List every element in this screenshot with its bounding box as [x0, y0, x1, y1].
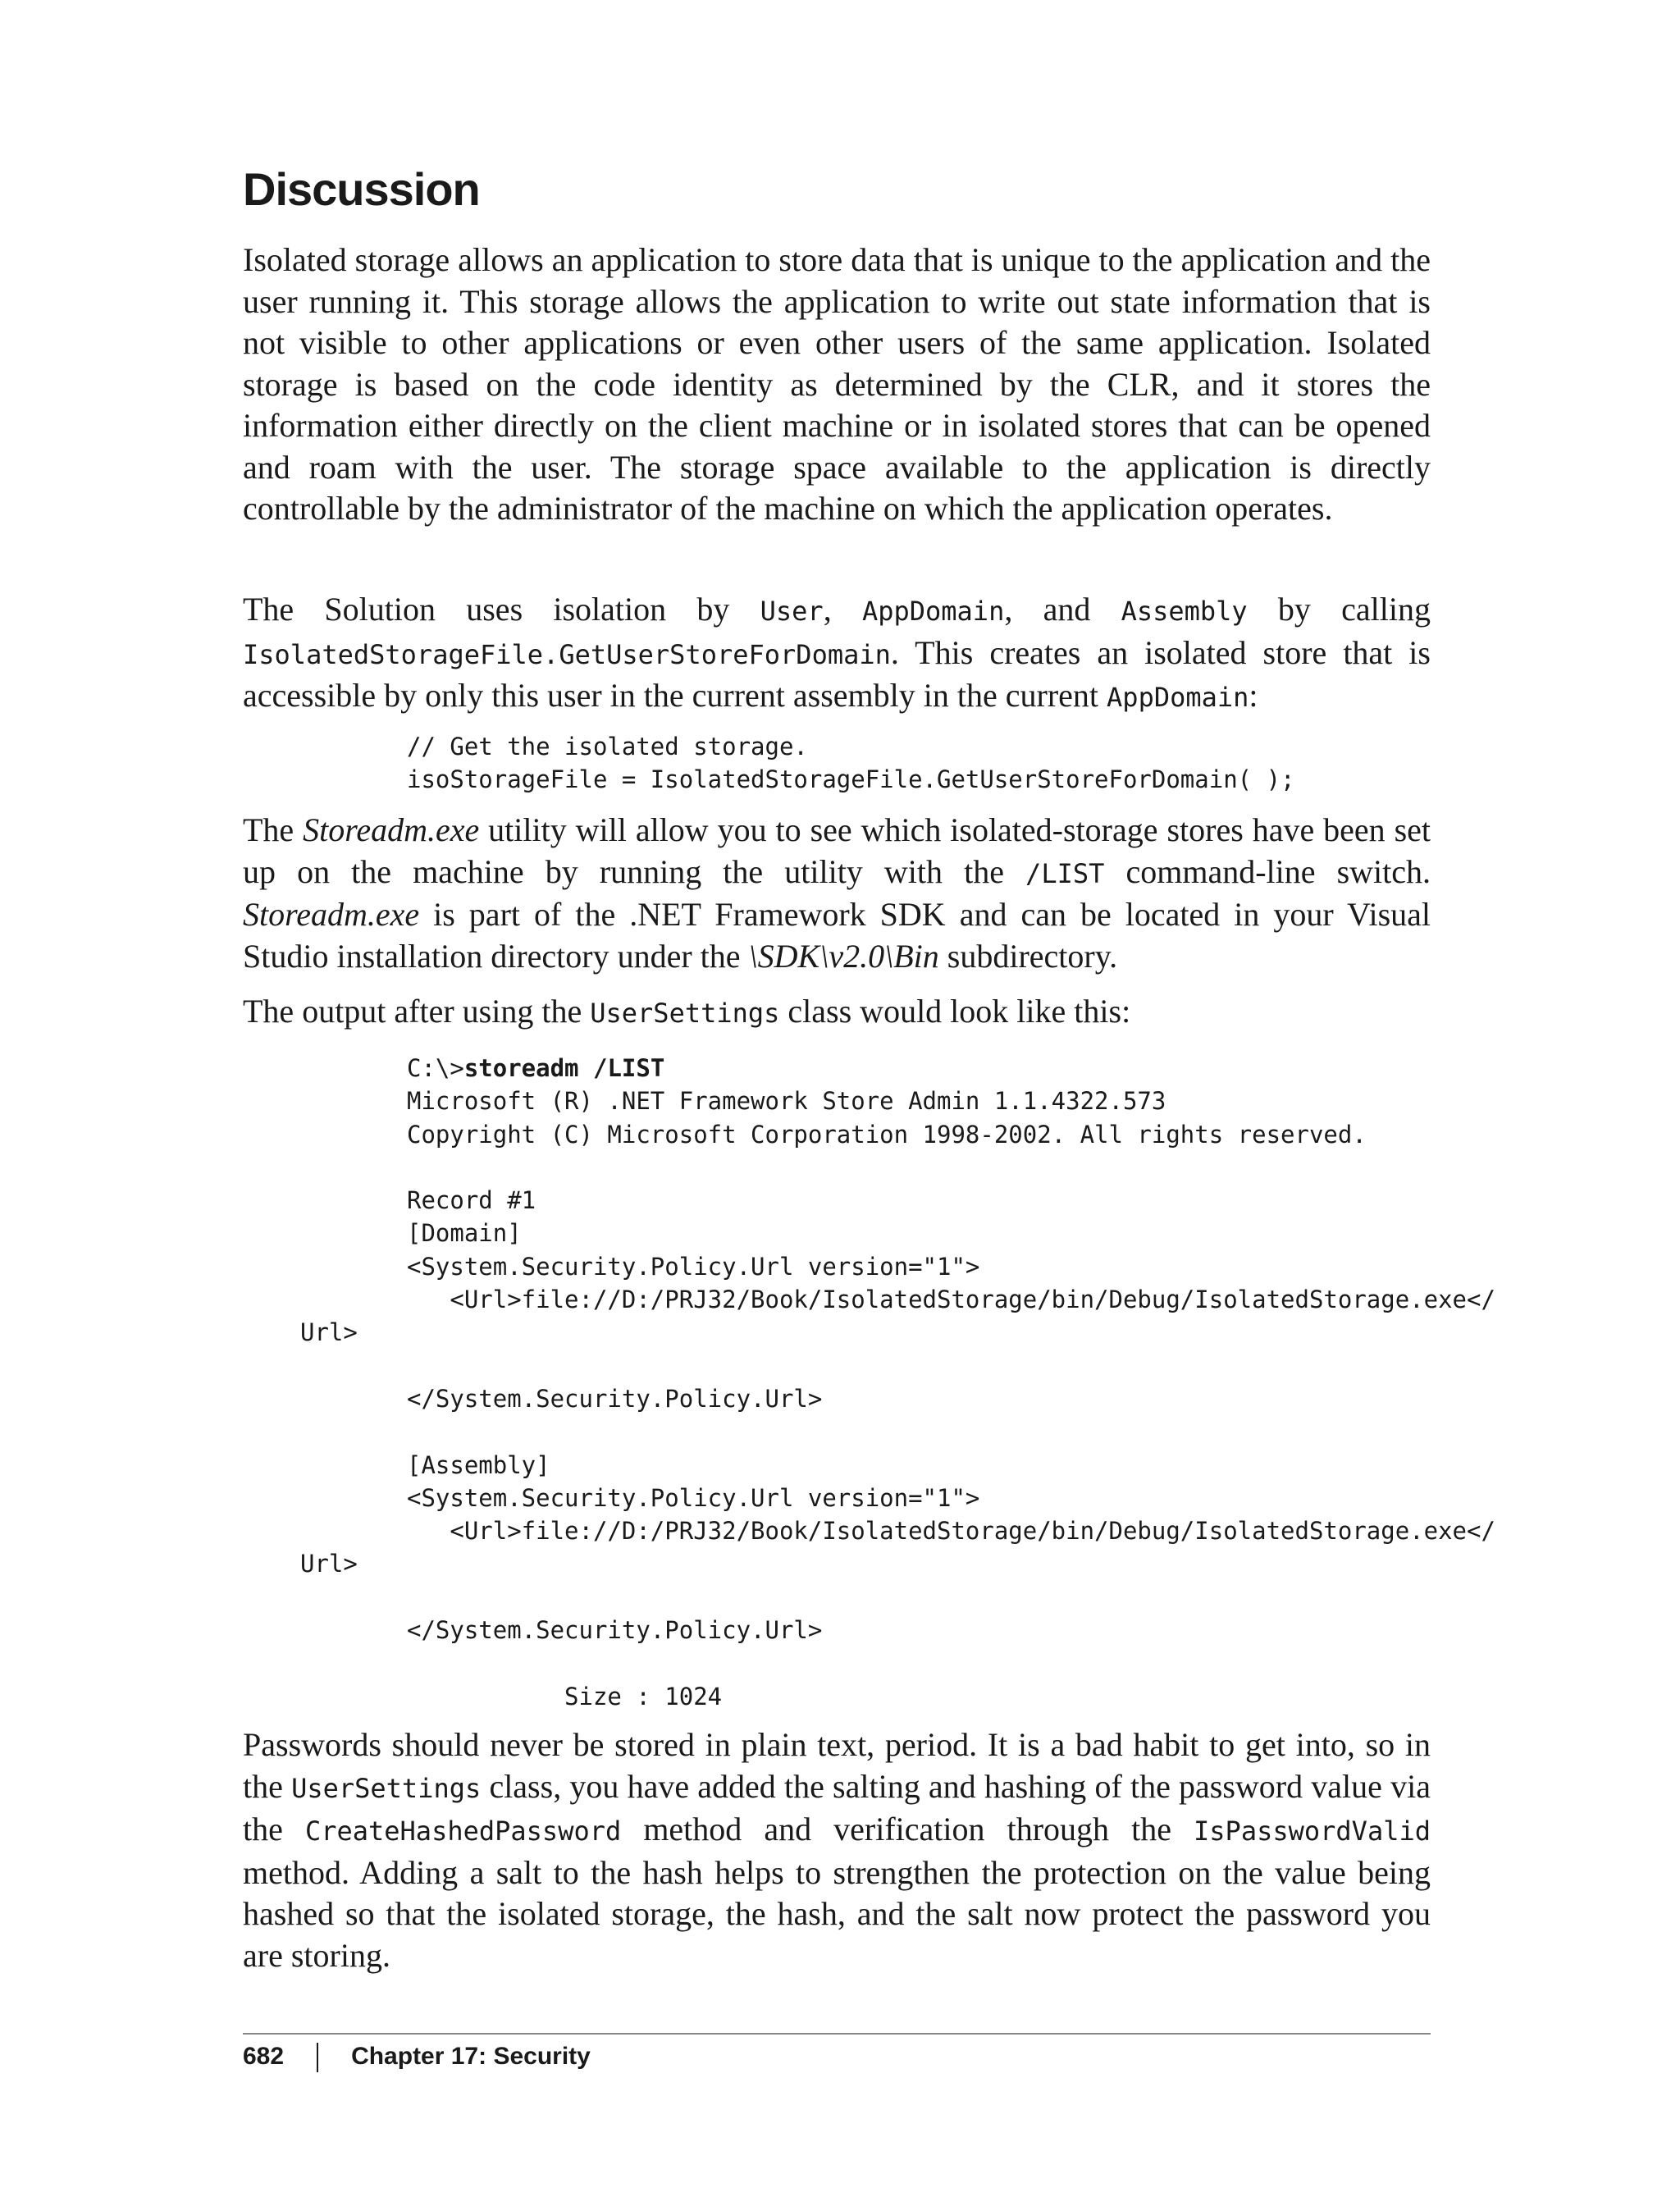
- code-line: // Get the isolated storage.: [407, 733, 808, 760]
- chapter-title: Chapter 17: Security: [351, 2043, 591, 2070]
- code-line: <Url>file://D:/PRJ32/Book/IsolatedStorage/bin/Debug/IsolatedStorage.exe</: [407, 1286, 1495, 1314]
- code-line-continuation: Url>: [300, 1318, 358, 1347]
- code-line-blank: [407, 1581, 1495, 1614]
- code-line-blank: [407, 1350, 1495, 1382]
- code-line: C:\>storeadm /LIST: [407, 1054, 665, 1082]
- code-line: [Domain]: [407, 1219, 522, 1248]
- paragraph-output-intro: The output after using the UserSettings class would look like this:: [243, 993, 1131, 1030]
- code-line: Record #1: [407, 1186, 536, 1215]
- page-footer: [243, 2043, 591, 2072]
- code-line: [Assembly]: [407, 1450, 550, 1479]
- paragraph-storeadm: The Storeadm.exe utility will allow you to see which isolated-storage stores have been set up on the machine by running the utility with the /LIST command-line switch. Storeadm.exe is part of the .NET Framework SDK and can be located in your Visual Studio installation directory under the \SDK\v2.0\Bin subdirectory.: [243, 811, 1431, 975]
- code-line: Size : 1024: [407, 1682, 723, 1710]
- page-number: 682: [243, 2043, 285, 2070]
- code-snippet-isolated-storage: [407, 730, 1295, 797]
- code-line-blank: [407, 1415, 1495, 1448]
- paragraph-solution: The Solution uses isolation by User, AppDomain, and Assembly by calling IsolatedStorageFile.GetUserStoreForDomain. This creates an isolated store that is accessible by only this user in the current assembly in the current AppDomain:: [243, 591, 1431, 714]
- code-line-blank: [407, 1151, 1495, 1184]
- code-line: <System.Security.Policy.Url version="1">: [407, 1252, 980, 1281]
- code-line-blank: [407, 1647, 1495, 1679]
- code-line: </System.Security.Policy.Url>: [407, 1616, 823, 1645]
- code-line: Copyright (C) Microsoft Corporation 1998-2002. All rights reserved.: [407, 1120, 1367, 1149]
- code-line: Microsoft (R) .NET Framework Store Admin 1.1.4322.573: [407, 1087, 1166, 1116]
- paragraph-intro: Isolated storage allows an application to store data that is unique to the application and the user running it. This storage allows the application to write out state information that is not visible to other applications or even other users of the same application. Isolated storage is based on the code identity as determined by the CLR, and it stores the information either directly on the client machine or in isolated stores that can be opened and roam with the user. The storage space available to the application is directly controllable by the administrator of the machine on which the application operates.: [243, 241, 1431, 527]
- code-line: <Url>file://D:/PRJ32/Book/IsolatedStorage/bin/Debug/IsolatedStorage.exe</: [407, 1517, 1495, 1546]
- code-line: </System.Security.Policy.Url>: [407, 1384, 823, 1413]
- console-output-block: [300, 1052, 1495, 1713]
- section-heading: Discussion: [243, 163, 480, 215]
- code-line-continuation: Url>: [300, 1550, 358, 1578]
- paragraph-passwords: Passwords should never be stored in plain text, period. It is a bad habit to get into, so in the UserSettings class, you have added the salting and hashing of the password value via the CreateHashedPassword method and verification through the IsPasswordValid method. Adding a salt to the hash helps to strengthen the protection on the value being hashed so that the isolated storage, the hash, and the salt now protect the password you are storing.: [243, 1726, 1431, 1974]
- footer-separator: [317, 2043, 318, 2072]
- code-line: <System.Security.Policy.Url version="1">: [407, 1483, 980, 1512]
- code-line: isoStorageFile = IsolatedStorageFile.GetUserStoreForDomain( );: [407, 765, 1295, 794]
- footer-divider: [243, 2033, 1431, 2035]
